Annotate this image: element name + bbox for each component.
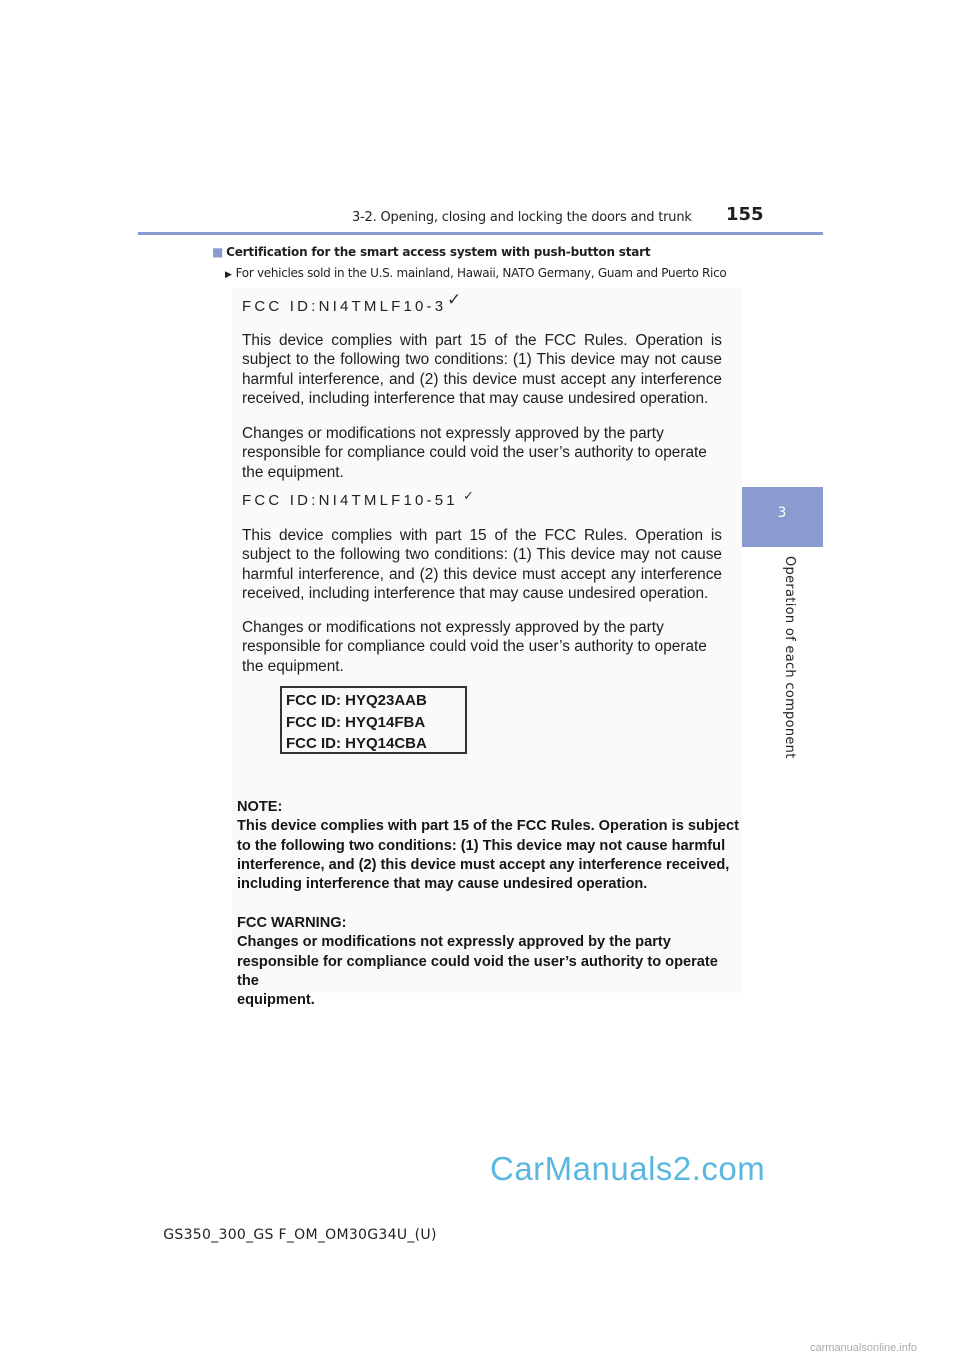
compliance-text-2 [242, 526, 722, 604]
warning-line: equipment. [237, 992, 315, 1009]
fcc-id-box [280, 686, 467, 754]
section-heading [212, 245, 650, 259]
compliance-line: harmful interference, and (2) this device must accept any interference [242, 370, 722, 388]
section-heading-text: Certification for the smart access system with push-button start [226, 245, 651, 259]
compliance-line: This device complies with part 15 of the FCC Rules. Operation is [242, 332, 722, 349]
section-title: 3-2. Opening, closing and locking the doors and trunk [352, 210, 692, 225]
watermark-small: carmanualsonline.info [810, 1342, 918, 1354]
chapter-label: Operation of each component [782, 556, 797, 759]
changes-line: responsible for compliance could void the user’s authority to operate [242, 638, 707, 656]
chapter-number: 3 [777, 505, 787, 521]
changes-line: responsible for compliance could void the user’s authority to operate [242, 444, 707, 462]
fcc-id-entry: FCC ID: HYQ14CBA [286, 735, 427, 752]
check-mark-icon: ✓ [447, 290, 462, 310]
note-line: to the following two conditions: (1) This device may not cause harmful [237, 837, 726, 854]
compliance-line: subject to the following two conditions: (1) This device may not cause [242, 351, 722, 369]
warning-line: responsible for compliance could void the user’s authority to operate the [237, 953, 718, 989]
compliance-text-1 [242, 331, 722, 409]
changes-text-1 [242, 424, 722, 482]
sub-bullet [225, 266, 726, 280]
note-block [237, 798, 742, 894]
fcc-id-1: FCC ID:NI4TMLF10-3 [242, 298, 447, 315]
header-divider [138, 232, 823, 235]
compliance-line: received, including interference that may cause undesired operation. [242, 390, 709, 408]
changes-line: the equipment. [242, 657, 344, 675]
note-line: interference, and (2) this device must accept any interference received, [237, 856, 730, 873]
warning-title: FCC WARNING: [237, 915, 347, 931]
warning-block [237, 914, 742, 1010]
check-mark-icon: ✓ [463, 489, 474, 504]
watermark-logo: CarManuals2.com [490, 1150, 766, 1187]
changes-line: Changes or modifications not expressly approved by the party [242, 425, 664, 442]
compliance-line: This device complies with part 15 of the FCC Rules. Operation is [242, 527, 722, 544]
square-bullet-icon: ■ [212, 245, 224, 259]
page-number: 155 [726, 204, 764, 225]
changes-line: Changes or modifications not expressly approved by the party [242, 619, 664, 636]
warning-line: Changes or modifications not expressly approved by the party [237, 934, 671, 951]
sub-bullet-text: For vehicles sold in the U.S. mainland, Hawaii, NATO Germany, Guam and Puerto Rico [235, 266, 727, 280]
fcc-id-entry: FCC ID: HYQ14FBA [286, 713, 426, 731]
fcc-id-entry: FCC ID: HYQ23AAB [286, 692, 427, 709]
note-title: NOTE: [237, 799, 283, 815]
fcc-id-2: FCC ID:NI4TMLF10-51 [242, 492, 458, 509]
triangle-bullet-icon: ▶ [225, 270, 232, 280]
changes-text-2 [242, 618, 722, 676]
note-line: including interference that may cause undesired operation. [237, 876, 648, 893]
compliance-line: harmful interference, and (2) this device must accept any interference [242, 565, 722, 583]
compliance-line: subject to the following two conditions: (1) This device may not cause [242, 546, 722, 564]
compliance-line: received, including interference that may cause undesired operation. [242, 585, 709, 603]
note-line: This device complies with part 15 of the FCC Rules. Operation is subject [237, 818, 739, 835]
changes-line: the equipment. [242, 463, 344, 481]
footer-model-code: GS350_300_GS F_OM_OM30G34U_(U) [163, 1227, 437, 1243]
